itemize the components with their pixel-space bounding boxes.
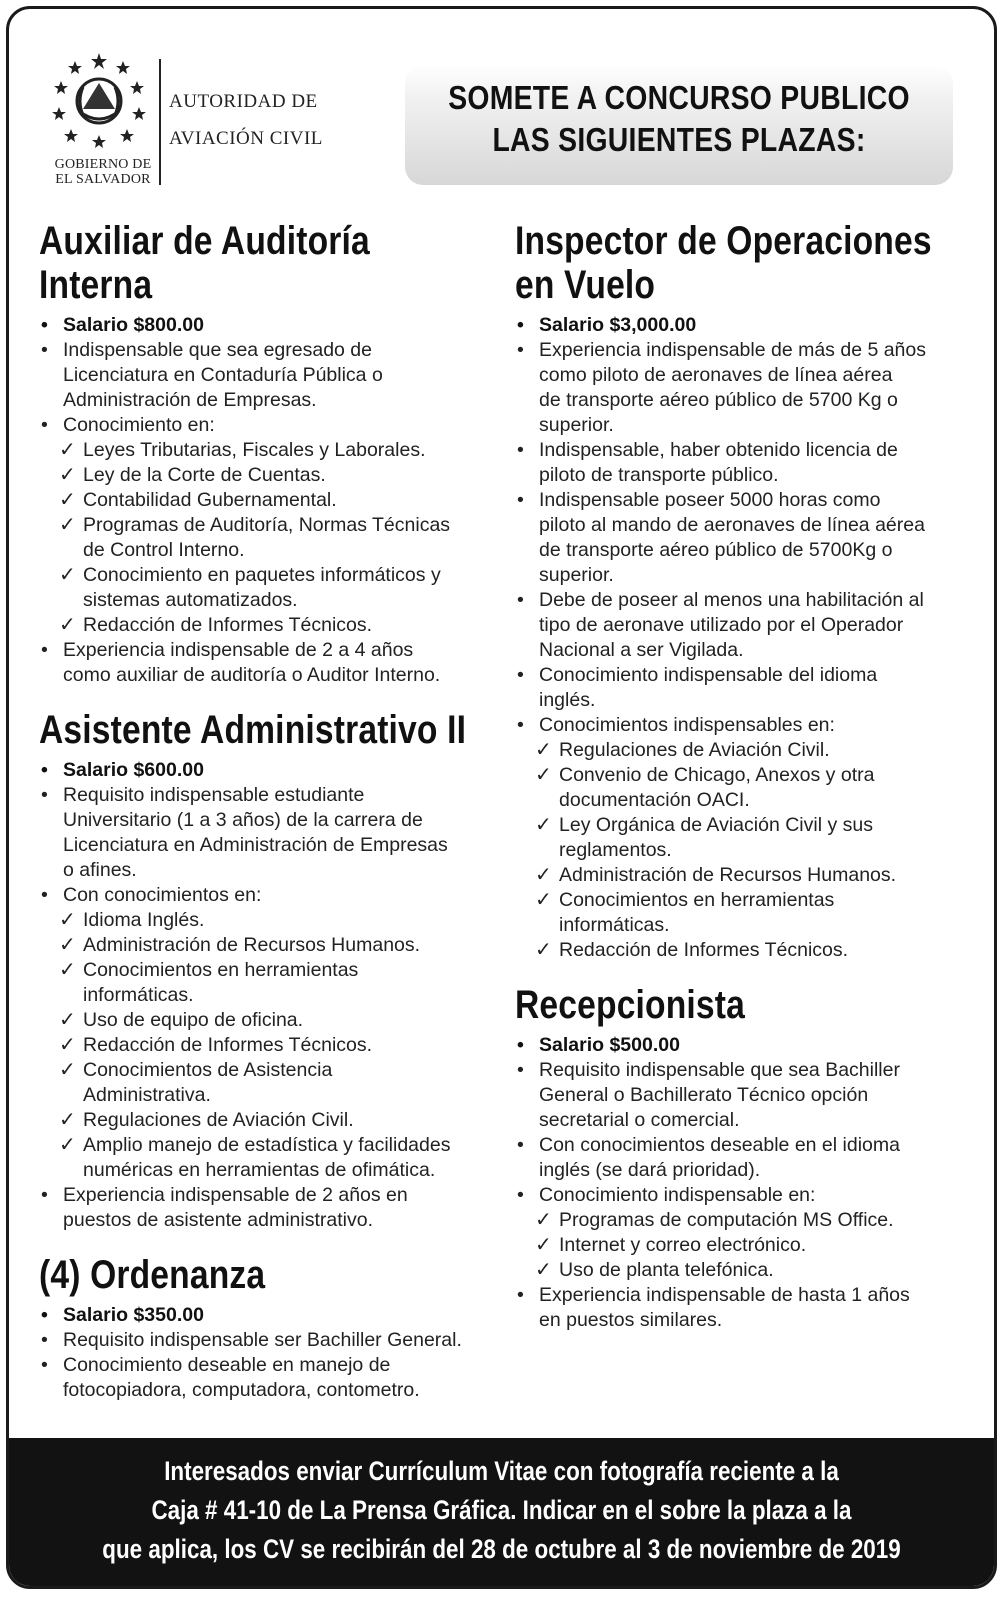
checklist-item [515, 938, 970, 963]
item-text-line: Ley de la Corte de Cuentas. [83, 464, 326, 486]
salary-item [39, 1303, 494, 1328]
government-label [43, 157, 163, 187]
checkmark-icon: ✓ [59, 1134, 76, 1156]
item-text-line: Salario $3,000.00 [539, 314, 697, 336]
item-text-line: Debe de poseer al menos una habilitación al [539, 589, 924, 611]
requirement-item [515, 438, 970, 488]
job-posting [39, 1253, 494, 1403]
item-text-line: Uso de equipo de oficina. [83, 1009, 304, 1031]
checklist-item [515, 888, 970, 938]
requirement-item [515, 338, 970, 438]
item-text-line: Conocimientos indispensables en: [539, 714, 835, 736]
job-title [39, 1253, 493, 1297]
item-text-line: numéricas en herramientas de ofimática. [83, 1159, 436, 1181]
item-text-line: documentación OACI. [559, 789, 750, 811]
header [9, 9, 994, 199]
job-posting [39, 219, 494, 688]
checklist-item [39, 1108, 494, 1133]
item-text-line: Conocimiento deseable en manejo de [63, 1354, 391, 1376]
footer-line: que aplica, los CV se recibirán del 28 de octubre al 3 de noviembre de 2019 [102, 1534, 901, 1564]
job-posting [39, 708, 494, 1233]
item-text-line: Nacional a ser Vigilada. [539, 639, 744, 661]
item-text-line: como auxiliar de auditoría o Auditor Interno. [63, 664, 441, 686]
item-text-line: Indispensable poseer 5000 horas como [539, 489, 881, 511]
left-column [39, 219, 494, 1423]
checkmark-icon: ✓ [535, 939, 552, 961]
header-divider [159, 59, 161, 185]
item-text-line: Con conocimientos en: [63, 884, 262, 906]
item-text-line: Conocimientos en herramientas [559, 889, 835, 911]
checkmark-icon: ✓ [59, 564, 76, 586]
bullet-icon: • [517, 664, 524, 686]
bullet-icon: • [517, 1034, 524, 1056]
job-title [515, 983, 969, 1027]
job-title [39, 708, 493, 752]
item-text-line: piloto al mando de aeronaves de línea aérea [539, 514, 925, 536]
checkmark-icon: ✓ [535, 1259, 552, 1281]
checkmark-icon: ✓ [535, 739, 552, 761]
bullet-icon: • [517, 489, 524, 511]
checkmark-icon: ✓ [535, 764, 552, 786]
coat-of-arms-icon [49, 51, 149, 151]
bullet-icon: • [517, 1284, 524, 1306]
item-text-line: Ley Orgánica de Aviación Civil y sus [559, 814, 873, 836]
job-title-line: Inspector de Operaciones [515, 219, 932, 263]
checklist-item [515, 1208, 970, 1233]
item-text-line: Salario $500.00 [539, 1034, 680, 1056]
job-title [39, 219, 493, 307]
checklist-item [39, 933, 494, 958]
item-text-line: secretarial o comercial. [539, 1109, 740, 1131]
requirement-item [515, 1283, 970, 1333]
footer-line: Interesados enviar Currículum Vitae con fotografía reciente a la [164, 1456, 839, 1486]
item-text-line: Salario $600.00 [63, 759, 204, 781]
checklist-item [39, 438, 494, 463]
org-name-line-2: AVIACIÓN CIVIL [169, 128, 323, 149]
checklist-item [39, 1058, 494, 1108]
job-title-line: Auxiliar de Auditoría [39, 219, 370, 263]
bullet-icon: • [41, 1304, 48, 1326]
item-text-line: tipo de aeronave utilizado por el Operador [539, 614, 904, 636]
item-text-line: informáticas. [83, 984, 194, 1006]
item-text-line: Experiencia indispensable de 2 a 4 años [63, 639, 414, 661]
item-text-line: fotocopiadora, computadora, contometro. [63, 1379, 420, 1401]
requirement-item [39, 783, 494, 883]
checklist-item [515, 738, 970, 763]
requirement-item [39, 1183, 494, 1233]
item-text-line: de Control Interno. [83, 539, 245, 561]
item-text-line: inglés. [539, 689, 596, 711]
item-text-line: Salario $350.00 [63, 1304, 204, 1326]
headline-banner [405, 65, 953, 185]
item-text-line: Con conocimientos deseable en el idioma [539, 1134, 900, 1156]
salary-item [39, 758, 494, 783]
item-text-line: Requisito indispensable estudiante [63, 784, 365, 806]
item-text-line: Administración de Recursos Humanos. [559, 864, 897, 886]
requirement-item [515, 488, 970, 588]
job-title-line: en Vuelo [515, 263, 656, 307]
item-text-line: Idioma Inglés. [83, 909, 205, 931]
item-text-line: puestos de asistente administrativo. [63, 1209, 374, 1231]
checkmark-icon: ✓ [59, 1009, 76, 1031]
item-text-line: Experiencia indispensable de más de 5 años [539, 339, 927, 361]
item-text-line: o afines. [63, 859, 137, 881]
bullet-icon: • [517, 439, 524, 461]
requirement-item [515, 1058, 970, 1133]
requirement-item [39, 413, 494, 438]
requirement-item [515, 713, 970, 738]
checkmark-icon: ✓ [59, 1059, 76, 1081]
requirement-item [515, 663, 970, 713]
announcement-frame [6, 6, 997, 1589]
requirement-item [39, 1328, 494, 1353]
checklist-item [39, 463, 494, 488]
checklist-item [515, 1258, 970, 1283]
item-text-line: Regulaciones de Aviación Civil. [83, 1109, 354, 1131]
item-text-line: Requisito indispensable que sea Bachiller [539, 1059, 900, 1081]
item-text-line: Licenciatura en Contaduría Pública o [63, 364, 383, 386]
requirement-item [515, 1183, 970, 1208]
bullet-icon: • [41, 759, 48, 781]
item-text-line: Programas de computación MS Office. [559, 1209, 894, 1231]
checklist-item [515, 863, 970, 888]
bullet-icon: • [41, 784, 48, 806]
checkmark-icon: ✓ [535, 1234, 552, 1256]
job-title-line: Recepcionista [515, 983, 746, 1027]
checklist-item [39, 613, 494, 638]
checkmark-icon: ✓ [535, 814, 552, 836]
item-text-line: Conocimiento indispensable del idioma [539, 664, 878, 686]
item-text-line: Experiencia indispensable de hasta 1 años [539, 1284, 910, 1306]
org-name-line-1: AUTORIDAD DE [169, 91, 318, 112]
bullet-icon: • [41, 339, 48, 361]
bullet-icon: • [517, 314, 524, 336]
item-text-line: Conocimientos en herramientas [83, 959, 359, 981]
item-text-line: superior. [539, 564, 614, 586]
salary-item [515, 1033, 970, 1058]
checklist-item [39, 1133, 494, 1183]
job-title-line: (4) Ordenanza [39, 1253, 266, 1297]
checklist-item [39, 958, 494, 1008]
checkmark-icon: ✓ [59, 959, 76, 981]
headline-line-1: SOMETE A CONCURSO PUBLICO [448, 79, 910, 116]
bullet-icon: • [41, 639, 48, 661]
item-text-line: reglamentos. [559, 839, 672, 861]
bullet-icon: • [517, 339, 524, 361]
checkmark-icon: ✓ [535, 889, 552, 911]
checklist-item [515, 813, 970, 863]
item-text-line: Contabilidad Gubernamental. [83, 489, 337, 511]
item-text-line: sistemas automatizados. [83, 589, 298, 611]
checklist-item [515, 763, 970, 813]
checkmark-icon: ✓ [59, 489, 76, 511]
item-text-line: piloto de transporte público. [539, 464, 779, 486]
item-text-line: Leyes Tributarias, Fiscales y Laborales. [83, 439, 426, 461]
checkmark-icon: ✓ [59, 1109, 76, 1131]
item-text-line: Uso de planta telefónica. [559, 1259, 774, 1281]
checklist-item [39, 513, 494, 563]
footer-line: Caja # 41-10 de La Prensa Gráfica. Indicar en el sobre la plaza a la [151, 1495, 852, 1525]
item-text-line: Administración de Recursos Humanos. [83, 934, 421, 956]
checkmark-icon: ✓ [535, 1209, 552, 1231]
bullet-icon: • [41, 1329, 48, 1351]
job-title-line: Asistente Administrativo II [39, 708, 467, 752]
bullet-icon: • [517, 1184, 524, 1206]
item-text-line: de transporte aéreo público de 5700 Kg o [539, 389, 898, 411]
requirement-item [39, 638, 494, 688]
right-column [515, 219, 970, 1353]
checklist-item [39, 488, 494, 513]
checklist-item [39, 1033, 494, 1058]
requirement-item [515, 1133, 970, 1183]
item-text-line: Experiencia indispensable de 2 años en [63, 1184, 408, 1206]
item-text-line: Salario $800.00 [63, 314, 204, 336]
item-text-line: Indispensable que sea egresado de [63, 339, 372, 361]
bullet-icon: • [41, 314, 48, 336]
headline-line-2: LAS SIGUIENTES PLAZAS: [492, 121, 866, 158]
bullet-icon: • [41, 414, 48, 436]
item-text-line: Requisito indispensable ser Bachiller General. [63, 1329, 462, 1351]
item-text-line: Internet y correo electrónico. [559, 1234, 807, 1256]
bullet-icon: • [41, 1354, 48, 1376]
checklist-item [39, 563, 494, 613]
requirement-item [39, 1353, 494, 1403]
bullet-icon: • [517, 1134, 524, 1156]
job-title [515, 219, 969, 307]
item-text-line: Indispensable, haber obtenido licencia de [539, 439, 898, 461]
checkmark-icon: ✓ [59, 934, 76, 956]
item-text-line: Conocimiento en: [63, 414, 215, 436]
item-text-line: Regulaciones de Aviación Civil. [559, 739, 830, 761]
item-text-line: Redacción de Informes Técnicos. [83, 1034, 373, 1056]
item-text-line: como piloto de aeronaves de línea aérea [539, 364, 893, 386]
item-text-line: Redacción de Informes Técnicos. [83, 614, 373, 636]
checkmark-icon: ✓ [59, 464, 76, 486]
requirement-item [39, 338, 494, 413]
checklist-item [39, 908, 494, 933]
bullet-icon: • [41, 884, 48, 906]
salary-item [39, 313, 494, 338]
item-text-line: Amplio manejo de estadística y facilidades [83, 1134, 451, 1156]
item-text-line: superior. [539, 414, 614, 436]
item-text-line: Administrativa. [83, 1084, 211, 1106]
checklist-item [39, 1008, 494, 1033]
item-text-line: inglés (se dará prioridad). [539, 1159, 761, 1181]
job-posting [515, 983, 970, 1333]
item-text-line: Conocimiento indispensable en: [539, 1184, 816, 1206]
government-line-2: EL SALVADOR [55, 172, 151, 187]
item-text-line: Programas de Auditoría, Normas Técnicas [83, 514, 451, 536]
bullet-icon: • [517, 714, 524, 736]
job-title-line: Interna [39, 263, 153, 307]
item-text-line: Conocimientos de Asistencia [83, 1059, 333, 1081]
job-posting [515, 219, 970, 963]
requirement-item [515, 588, 970, 663]
item-text-line: Conocimiento en paquetes informáticos y [83, 564, 441, 586]
bullet-icon: • [517, 1059, 524, 1081]
checkmark-icon: ✓ [535, 864, 552, 886]
bullet-icon: • [517, 589, 524, 611]
bullet-icon: • [41, 1184, 48, 1206]
government-line-1: GOBIERNO DE [54, 157, 152, 172]
item-text-line: informáticas. [559, 914, 670, 936]
checkmark-icon: ✓ [59, 909, 76, 931]
footer-text [9, 1452, 994, 1569]
checkmark-icon: ✓ [59, 439, 76, 461]
item-text-line: General o Bachillerato Técnico opción [539, 1084, 869, 1106]
checklist-item [515, 1233, 970, 1258]
item-text-line: Redacción de Informes Técnicos. [559, 939, 849, 961]
item-text-line: Universitario (1 a 3 años) de la carrera de [63, 809, 423, 831]
item-text-line: Licenciatura en Administración de Empresas [63, 834, 448, 856]
item-text-line: Convenio de Chicago, Anexos y otra [559, 764, 875, 786]
requirement-item [39, 883, 494, 908]
checkmark-icon: ✓ [59, 514, 76, 536]
checkmark-icon: ✓ [59, 1034, 76, 1056]
item-text-line: Administración de Empresas. [63, 389, 317, 411]
checkmark-icon: ✓ [59, 614, 76, 636]
footer-banner [9, 1438, 994, 1586]
item-text-line: de transporte aéreo público de 5700Kg o [539, 539, 893, 561]
salary-item [515, 313, 970, 338]
item-text-line: en puestos similares. [539, 1309, 723, 1331]
